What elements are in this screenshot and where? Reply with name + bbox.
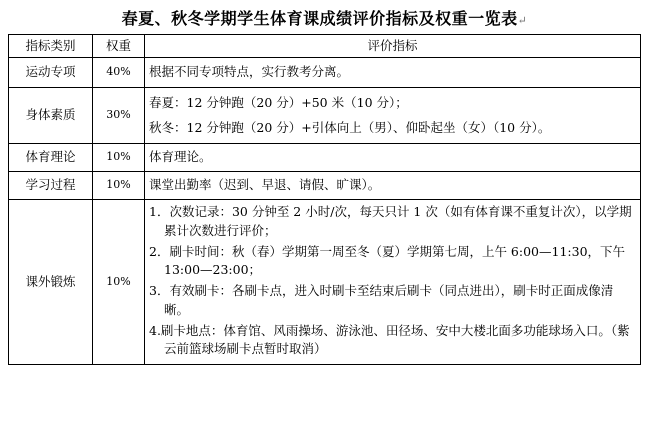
row-criteria <box>145 144 641 172</box>
table-row <box>9 88 641 144</box>
row-criteria <box>145 172 641 200</box>
header-criteria: 评价指标 <box>145 35 641 58</box>
title-text: 春夏、秋冬学期学生体育课成绩评价指标及权重一览表 <box>121 9 518 28</box>
row-criteria <box>145 200 641 365</box>
row-criteria <box>145 58 641 88</box>
table-row <box>9 172 641 200</box>
table-header-row <box>9 35 641 58</box>
criteria-line: 根据不同专项特点，实行教考分离。 <box>149 64 350 80</box>
row-weight: 30% <box>93 88 145 144</box>
row-category: 体育理论 <box>9 144 93 172</box>
row-weight: 10% <box>93 172 145 200</box>
row-category: 学习过程 <box>9 172 93 200</box>
row-weight: 10% <box>93 144 145 172</box>
table-row <box>9 200 641 365</box>
row-weight: 40% <box>93 58 145 88</box>
criteria-line: 秋冬：12 分钟跑（20 分）+引体向上（男）、仰卧起坐（女）（10 分）。 <box>149 119 551 135</box>
row-criteria <box>145 88 641 144</box>
paragraph-mark: ↵ <box>517 14 528 27</box>
document-title <box>0 6 649 29</box>
criteria-line: 3．有效刷卡：各刷卡点，进入时刷卡至结束后刷卡（同点进出），刷卡时正面成像清晰。 <box>149 283 614 317</box>
row-category: 身体素质 <box>9 88 93 144</box>
criteria-line: 1．次数记录：30 分钟至 2 小时/次，每天只计 1 次（如有体育课不重复计次），以学期累计次数进行评价； <box>149 204 632 238</box>
header-category: 指标类别 <box>9 35 93 58</box>
row-category: 课外锻炼 <box>9 200 93 365</box>
criteria-line: 课堂出勤率（迟到、早退、请假、旷课）。 <box>149 177 381 193</box>
criteria-line: 春夏：12 分钟跑（20 分）+50 米（10 分）； <box>149 94 408 110</box>
evaluation-table <box>8 34 641 365</box>
header-weight: 权重 <box>93 35 145 58</box>
criteria-line: 2．刷卡时间：秋（春）学期第一周至冬（夏）学期第七周，上午 6:00—11:30，下午 13:00—23:00； <box>149 243 626 278</box>
table-row <box>9 144 641 172</box>
criteria-line: 4.刷卡地点：体育馆、风雨操场、游泳池、田径场、安中大楼北面多功能球场入口。（紫云前篮球场刷卡点暂时取消） <box>149 322 630 357</box>
table-row <box>9 58 641 88</box>
criteria-line: 体育理论。 <box>149 149 212 165</box>
row-weight: 10% <box>93 200 145 365</box>
row-category: 运动专项 <box>9 58 93 88</box>
